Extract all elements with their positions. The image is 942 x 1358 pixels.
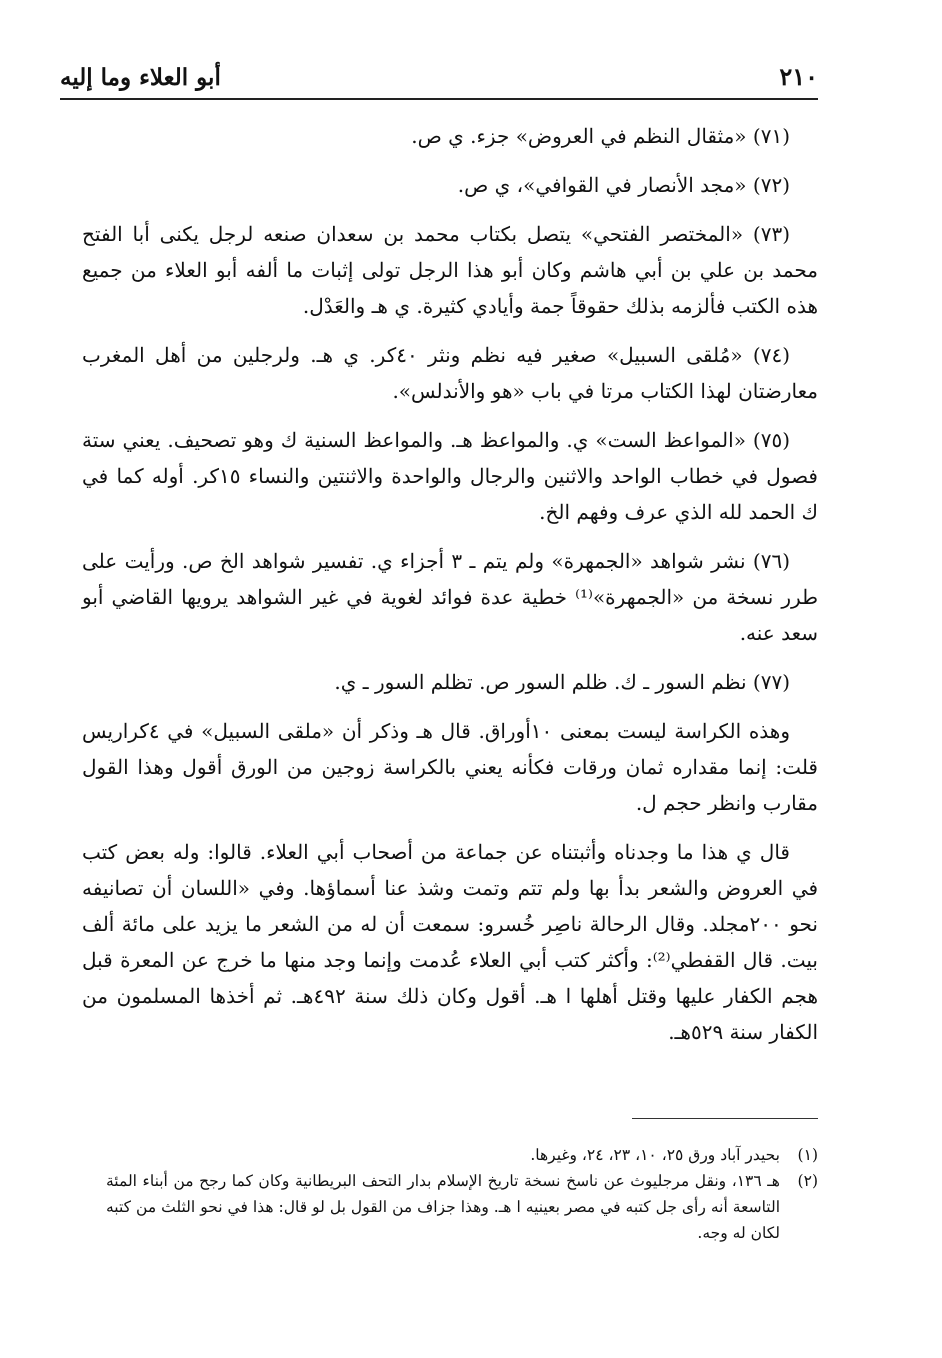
body-text xyxy=(82,118,818,1063)
paragraph-summary: قال ي هذا ما وجدناه وأثبتناه عن جماعة من أصحاب أبي العلاء. قالوا: وله بعض كتب في العروض والشعر بدأ بها ولم تتم وتمت وشذ عنا أسماؤها. وفي «اللسان أن تصانيفه نحو ٢٠٠مجلد. وقال الرحالة ناصِر خُسرو: سمعت أن له من الشعر ما يزيد على مائة ألف بيت. قال القفطي⁽²⁾: وأكثر كتب أبي العلاء عُدمت وإنما وجد منها ما خرج عن المعرة قبل هجم الكفار عليها وقتل أهلها ا هـ. أقول وكان ذلك سنة ٤٩٢هـ. ثم أخذها المسلمون من الكفار سنة ٥٢٩هـ. xyxy=(82,840,819,1044)
footnotes xyxy=(106,1142,818,1246)
entry-74: (٧٤) «مُلقى السبيل» صغير فيه نظم ونثر ٤٠كر. ي هـ. ولرجلين من أهل المغرب معارضتان لهذا الكتاب مرتا في باب «هو والأندلس». xyxy=(82,343,818,403)
footnote-text: هـ ١٣٦، ونقل مرجليوث عن ناسخ نسخة تاريخ الإسلام بدار التحف البريطانية وكان كما رجح من أبناء المئة التاسعة أنه رأى جل كتبه في مصر بعينيه ا هـ. وهذا جزاف من القول بل لو قال: هذا في نحو الثلث من كتبه لكان له وجه. xyxy=(106,1172,780,1242)
footnote-1 xyxy=(106,1142,818,1168)
entry-77: (٧٧) نظم السور ـ ك. ظلم السور ص. تظلم السور ـ ي. xyxy=(334,670,790,694)
footnote-text: بحيدر آباد ورق ٢٥، ١٠، ٢٣، ٢٤، وغيرها. xyxy=(530,1146,780,1164)
footnote-marker: (١) xyxy=(797,1146,818,1164)
entry-71: (٧١) «مثقال النظم في العروض» جزء. ي ص. xyxy=(411,124,790,148)
paragraph-karrasa: وهذه الكراسة ليست بمعنى ١٠أوراق. قال هـ وذكر أن «ملقى السبيل» في ٤كراريس قلت: إنما مقداره ثمان ورقات فكأنه يعني بالكراسة زوجين من الورق أقول وهذا القول مقارب وانظر حجم ل. xyxy=(82,719,818,815)
running-title: أبو العلاء وما إليه xyxy=(60,64,221,91)
entry-73: (٧٣) «المختصر الفتحي» يتصل بكتاب محمد بن سعدان صنعه لرجل يكنى أبا الفتح محمد بن علي بن أبي هاشم وكان أبو هذا الرجل تولى إثبات ما ألفه أبو العلاء من جميع هذه الكتب فألزمه بذلك حقوقاً جمة وأيادي كثيرة. ي هـ والعَدْل. xyxy=(82,222,818,318)
entry-76: (٧٦) نشر شواهد «الجمهرة» ولم يتم ـ ٣ أجزاء ي. تفسير شواهد الخ ص. ورأيت على طرر نسخة من «الجمهرة»⁽¹⁾ خطية عدة فوائد لغوية في غير الشواهد يرويها القاضي أبو سعد عنه. xyxy=(82,549,819,645)
footnote-2 xyxy=(106,1168,818,1246)
entry-75: (٧٥) «المواعظ الست» ي. والمواعظ هـ. والمواعظ السنية ك وهو تصحيف. يعني ستة فصول في خطاب الواحد والاثنين والرجال والواحدة والاثنتين والنساء ١٥كر. أوله كما في ك الحمد لله الذي عرف وفهم الخ. xyxy=(82,428,818,524)
footnote-separator xyxy=(632,1118,818,1119)
entry-72: (٧٢) «مجد الأنصار في القوافي»، ي ص. xyxy=(457,173,790,197)
page-header xyxy=(60,58,818,100)
footnote-marker: (٢) xyxy=(797,1172,818,1190)
page-number: ٢١٠ xyxy=(779,62,818,91)
